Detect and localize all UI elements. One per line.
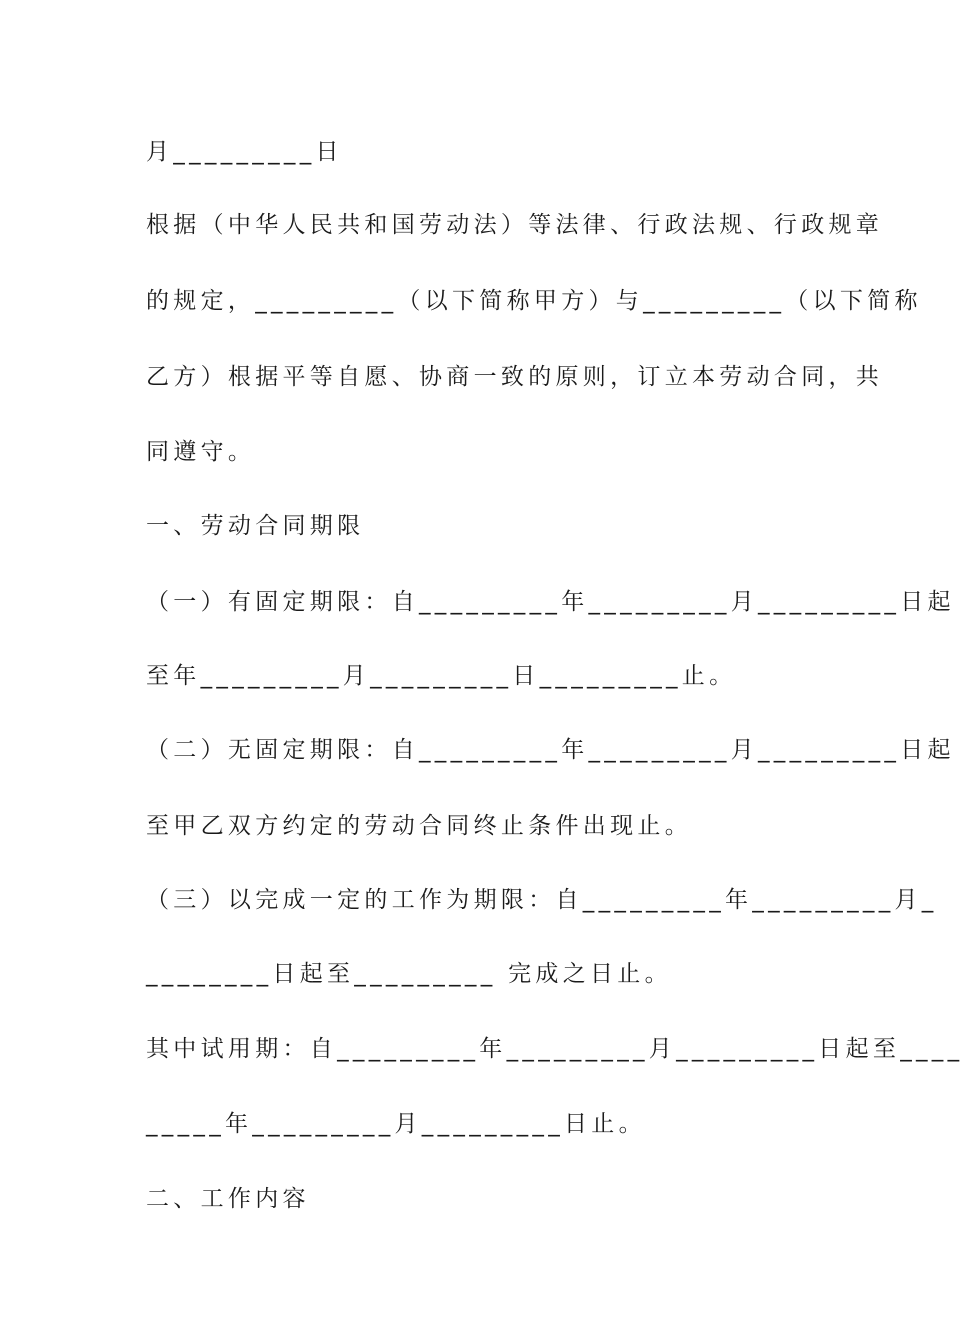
clause-line: （二）无固定期限：自_________年_________月_________日起 [146, 737, 955, 763]
paragraph-line: 同遵守。 [146, 439, 256, 465]
paragraph-line: 乙方）根据平等自愿、协商一致的原则，订立本劳动合同，共 [146, 364, 884, 390]
paragraph-line: 根据（中华人民共和国劳动法）等法律、行政法规、行政规章 [146, 212, 884, 238]
clause-line: ________日起至_________ 完成之日止。 [146, 961, 672, 987]
clause-line: （三）以完成一定的工作为期限：自_________年_________月_ [146, 887, 938, 913]
probation-line: _____年_________月_________日止。 [146, 1111, 646, 1137]
section-heading: 一、劳动合同期限 [146, 513, 365, 539]
section-heading: 二、工作内容 [146, 1186, 310, 1212]
paragraph-line: 的规定，_________（以下简称甲方）与_________（以下简称 [146, 288, 922, 314]
clause-line: （一）有固定期限：自_________年_________月_________日起 [146, 589, 955, 615]
date-line: 月_________日 [146, 139, 343, 165]
clause-line: 至甲乙双方约定的劳动合同终止条件出现止。 [146, 813, 692, 839]
clause-line: 至年_________月_________日_________止。 [146, 663, 737, 689]
probation-line: 其中试用期：自_________年_________月_________日起至____ [146, 1036, 963, 1062]
